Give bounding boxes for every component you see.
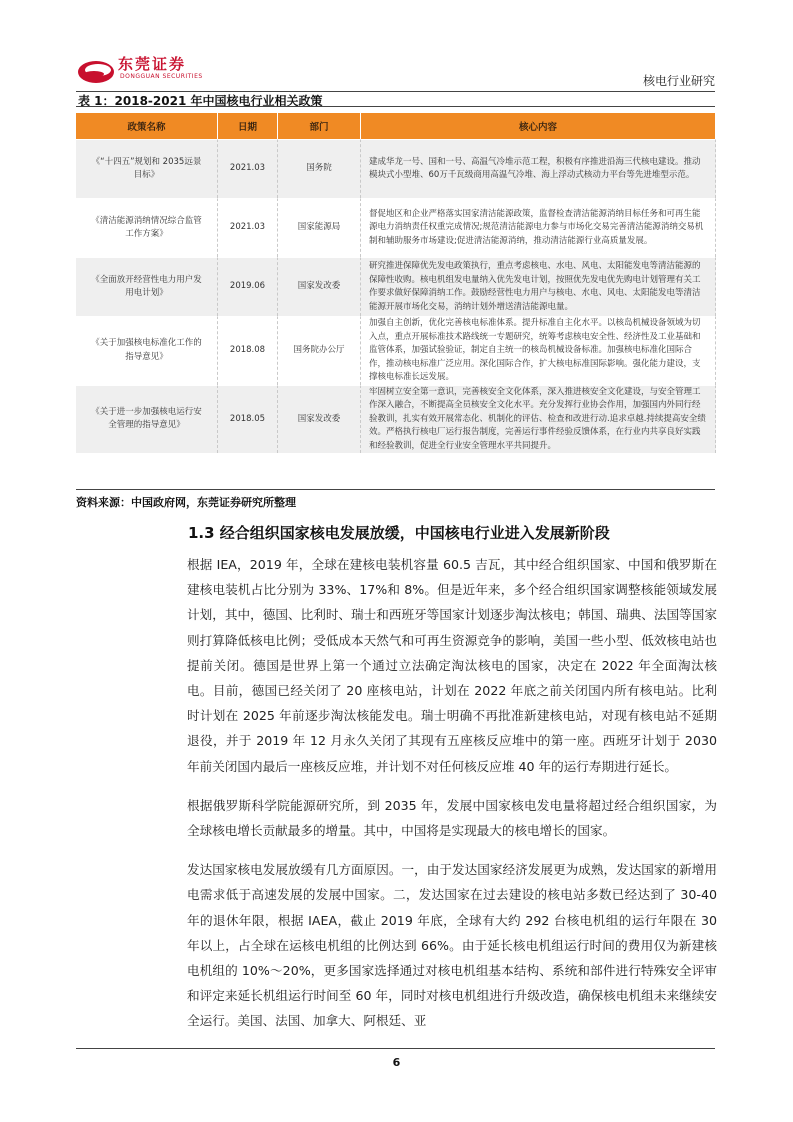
policy-content: 加强自主创新，优化完善核电标准体系。提升标准自主化水平。以核岛机械设备领域为切入点，重点开展标准技术路线统一专题研究，统筹考虑核电安全性、经济性及工业基础和监管体系，加强试验验证，制定自主统一的核岛机械设备标准。加强核电标准化国际合作，推动核电标准广泛应用。深化国际合作，扩大核电标准国际影响。强化能力建设，支撑核电标准长远发展。 bbox=[361, 316, 716, 385]
policy-dept: 国务院 bbox=[278, 139, 361, 198]
logo-text: 东莞证券 bbox=[118, 55, 187, 73]
logo-swirl-icon bbox=[76, 57, 116, 87]
policy-date: 2018.05 bbox=[218, 385, 278, 454]
table-row bbox=[76, 316, 716, 385]
policy-name: 《“十四五”规划和 2035远景目标》 bbox=[76, 139, 218, 198]
body-paragraph: 发达国家核电发展放缓有几方面原因。一，由于发达国家经济发展更为成熟，发达国家的新增用电需求低于高速发展的发展中国家。二，发达国家在过去建设的核电站多数已经达到了 30-40 年的退休年限，根据 IAEA，截止 2019 年底，全球有大约 292 台核电机组的运行年限在 30 年以上，占全球在运核电机组的比例达到 66%。由于延长核电机组运行时间的费用仅为新建核电机组的 10%～20%，更多国家选择通过对核电机组基本结构、系统和部件进行特殊安全评审和评定来延长机组运行时间至 60 年，同时对核电机组进行升级改造，确保核电机组未来继续安全运行。美国、法国、加拿大、阿根廷、亚 bbox=[187, 862, 717, 1029]
policy-name: 《清洁能源消纳情况综合监管工作方案》 bbox=[76, 198, 218, 257]
policy-dept: 国家发改委 bbox=[278, 385, 361, 454]
policy-dept: 国家能源局 bbox=[278, 198, 361, 257]
company-logo bbox=[76, 55, 216, 89]
policy-name: 《全面放开经营性电力用户发用电计划》 bbox=[76, 257, 218, 316]
section-heading: 1.3 经合组织国家核电发展放缓，中国核电行业进入发展新阶段 bbox=[188, 524, 610, 542]
table-source: 资料来源：中国政府网，东莞证券研究所整理 bbox=[76, 496, 296, 509]
table-row bbox=[76, 198, 716, 257]
policy-name: 《关于进一步加强核电运行安全管理的指导意见》 bbox=[76, 385, 218, 454]
table-bottom-divider bbox=[76, 489, 715, 490]
body-paragraph: 根据俄罗斯科学院能源研究所，到 2035 年，发展中国家核电发电量将超过经合组织国家，为全球核电增长贡献最多的增量。其中，中国将是实现最大的核电增长的国家。 bbox=[187, 797, 717, 839]
section-body bbox=[187, 552, 717, 1048]
policy-table bbox=[76, 113, 716, 453]
policy-date: 2021.03 bbox=[218, 198, 278, 257]
policy-date: 2018.08 bbox=[218, 316, 278, 385]
column-header: 核心内容 bbox=[361, 113, 716, 139]
column-header: 政策名称 bbox=[76, 113, 218, 139]
column-header: 部门 bbox=[278, 113, 361, 139]
logo-subtext: DONGGUAN SECURITIES bbox=[120, 73, 203, 80]
table-header-row bbox=[76, 113, 716, 139]
table-row bbox=[76, 385, 716, 454]
policy-date: 2019.06 bbox=[218, 257, 278, 316]
policy-content: 督促地区和企业严格落实国家清洁能源政策，监督检查清洁能源消纳目标任务和可再生能源电力消纳责任权重完成情况;规范清洁能源电力参与市场化交易完善清洁能源消纳交易机制和辅助服务市场建设;促进清洁能源消纳，推动清洁能源行业高质量发展。 bbox=[361, 198, 716, 257]
footer-divider bbox=[76, 1048, 715, 1049]
body-paragraph: 根据 IEA，2019 年，全球在建核电装机容量 60.5 吉瓦，其中经合组织国家、中国和俄罗斯在建核电装机占比分别为 33%、17%和 8%。但是近年来，多个经合组织国家调整核能领域发展计划，其中，德国、比利时、瑞士和西班牙等国家计划逐步淘汰核电；韩国、瑞典、法国等国家则打算降低核电比例；受低成本天然气和可再生资源竞争的影响，美国一些小型、低效核电站也提前关闭。德国是世界上第一个通过立法确定淘汰核电的国家，决定在 2022 年全面淘汰核电。目前，德国已经关闭了 20 座核电站，计划在 2022 年底之前关闭国内所有核电站。比利时计划在 2025 年前逐步淘汰核能发电。瑞士明确不再批准新建核电站，对现有核电站不延期退役，并于 2019 年 12 月永久关闭了其现有五座核反应堆中的第一座。西班牙计划于 2030 年前关闭国内最后一座核反应堆，并计划不对任何核反应堆 40 年的运行寿期进行延长。 bbox=[187, 557, 717, 774]
column-header: 日期 bbox=[218, 113, 278, 139]
policy-dept: 国务院办公厅 bbox=[278, 316, 361, 385]
policy-date: 2021.03 bbox=[218, 139, 278, 198]
table-row bbox=[76, 257, 716, 316]
table-title: 表 1：2018-2021 年中国核电行业相关政策 bbox=[78, 94, 323, 108]
policy-content: 牢固树立安全第一意识，完善核安全文化体系，深入推进核安全文化建设，与安全管理工作深入融合，不断提高全员核安全文化水平。充分发挥行业协会作用，加强国内外同行经验教训，扎实有效开展常态化、机制化的评估、检查和改进行动.追求卓越.持续提高安全绩效。严格执行核电厂运行报告制度，完善运行事件经验反馈体系，在行业内共享良好实践和经验教训，促进全行业安全管理水平共同提升。 bbox=[361, 385, 716, 454]
policy-content: 研究推进保障优先发电政策执行，重点考虑核电、水电、风电、太阳能发电等清洁能源的保障性收购。核电机组发电量纳入优先发电计划，按照优先发电优先购电计划管理有关工作要求做好保障消纳工作。鼓励经营性电力用户与核电、水电、风电、太阳能发电等清洁能源开展市场化交易，消纳计划外增送清洁能源电量。 bbox=[361, 257, 716, 316]
table-title-divider bbox=[76, 106, 715, 107]
report-title: 核电行业研究 bbox=[642, 74, 715, 88]
policy-name: 《关于加强核电标准化工作的指导意见》 bbox=[76, 316, 218, 385]
page-number: 6 bbox=[392, 1056, 401, 1069]
table-row bbox=[76, 139, 716, 198]
policy-content: 建成华龙一号、国和一号、高温气冷堆示范工程，积极有序推进沿海三代核电建设。推动模块式小型堆、60万千瓦级商用高温气冷堆、海上浮动式核动力平台等先进堆型示范。 bbox=[361, 139, 716, 198]
policy-dept: 国家发改委 bbox=[278, 257, 361, 316]
